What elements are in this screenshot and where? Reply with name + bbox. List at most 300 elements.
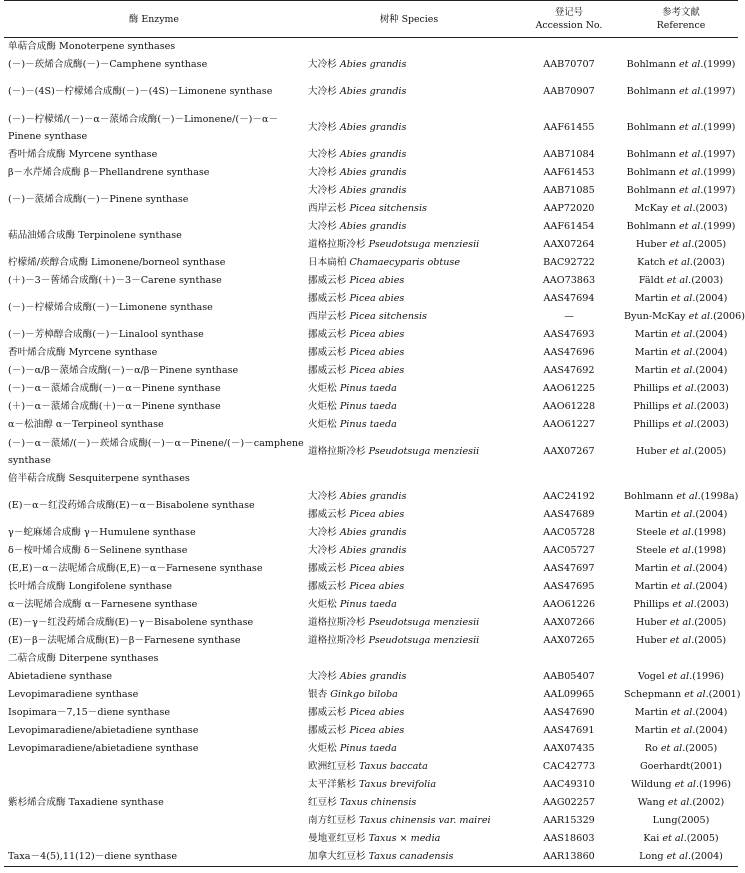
species-chinese-name: 挪威云杉 bbox=[308, 508, 347, 520]
accession-cell bbox=[514, 434, 624, 470]
reference-cell bbox=[624, 398, 738, 416]
table-row bbox=[4, 182, 738, 218]
species-entry bbox=[308, 578, 514, 596]
accession-number: AAC24192 bbox=[543, 490, 595, 502]
table-row bbox=[4, 578, 738, 596]
species-chinese-name: 曼地亚红豆杉 bbox=[308, 832, 366, 844]
accession-cell bbox=[514, 218, 624, 254]
species-entry bbox=[308, 758, 514, 776]
table-row bbox=[4, 758, 738, 776]
enzyme-name bbox=[4, 830, 304, 848]
reference-entry bbox=[624, 146, 738, 164]
accession-cell bbox=[514, 650, 624, 668]
reference-author: Goerhardt(2001) bbox=[639, 760, 723, 772]
reference-year: .(1998a) bbox=[697, 490, 739, 502]
species-cell bbox=[304, 524, 514, 542]
accession-cell bbox=[514, 344, 624, 362]
accession-number: AAR13860 bbox=[543, 850, 595, 862]
species-cell bbox=[304, 488, 514, 524]
enzyme-name: (－)－(4S)－柠檬烯合成酶(－)－(4S)－Limonene synthase bbox=[8, 86, 273, 97]
accession-cell bbox=[514, 776, 624, 794]
species-chinese-name: 挪威云杉 bbox=[308, 292, 347, 304]
reference-et-al: et al bbox=[666, 850, 688, 862]
accession-cell bbox=[514, 668, 624, 686]
reference-author: Long bbox=[639, 850, 664, 862]
reference-author: McKay bbox=[634, 202, 669, 214]
reference-entry bbox=[624, 362, 738, 380]
accession-number: AAX07266 bbox=[543, 616, 595, 628]
reference-cell bbox=[624, 776, 738, 794]
species-scientific-name: Abies grandis bbox=[339, 166, 407, 178]
reference-et-al: et al bbox=[669, 238, 692, 250]
reference-year: .(2006) bbox=[710, 310, 745, 322]
reference-entry bbox=[624, 830, 738, 848]
species-chinese-name: 大冷杉 bbox=[308, 220, 337, 232]
reference-entry bbox=[624, 542, 738, 560]
species-chinese-name: 道格拉斯冷杉 bbox=[308, 616, 366, 628]
reference-author: Bohlmann bbox=[626, 58, 676, 70]
reference-year: .(1996) bbox=[695, 778, 731, 790]
reference-cell bbox=[624, 182, 738, 218]
species-cell bbox=[304, 614, 514, 632]
table-row bbox=[4, 686, 738, 704]
header-reference bbox=[624, 1, 738, 38]
table-row bbox=[4, 848, 738, 867]
reference-cell bbox=[624, 794, 738, 812]
species-chinese-name: 火炬松 bbox=[308, 382, 337, 394]
table-row bbox=[4, 56, 738, 74]
table-row bbox=[4, 344, 738, 362]
reference-author: Martin bbox=[634, 364, 668, 376]
accession-cell bbox=[514, 632, 624, 650]
accession-number: AAS47690 bbox=[543, 706, 595, 718]
species-cell bbox=[304, 758, 514, 776]
reference-author: Martin bbox=[634, 724, 668, 736]
reference-year: .(1997) bbox=[700, 85, 736, 97]
species-cell bbox=[304, 56, 514, 74]
accession-cell bbox=[514, 722, 624, 740]
species-scientific-name: Pseudotsuga menziesii bbox=[368, 634, 480, 646]
species-entry bbox=[308, 254, 514, 272]
reference-author: Martin bbox=[634, 328, 668, 340]
accession-number: AAC49310 bbox=[543, 778, 595, 790]
species-cell bbox=[304, 74, 514, 110]
species-cell bbox=[304, 776, 514, 794]
species-scientific-name: Taxus chinensis bbox=[339, 796, 417, 808]
reference-year: .(2003) bbox=[693, 598, 729, 610]
reference-entry bbox=[624, 380, 738, 398]
reference-entry bbox=[624, 272, 738, 290]
table-row bbox=[4, 794, 738, 812]
species-entry bbox=[308, 668, 514, 686]
reference-cell bbox=[624, 614, 738, 632]
table-header bbox=[4, 1, 738, 38]
species-entry bbox=[308, 560, 514, 578]
species-cell bbox=[304, 272, 514, 290]
reference-year: .(2002) bbox=[689, 796, 725, 808]
enzyme-name: (＋)－α－蒎烯合成酶(＋)－α－Pinene synthase bbox=[8, 401, 221, 412]
accession-cell bbox=[514, 812, 624, 830]
reference-year: .(2005) bbox=[691, 445, 727, 457]
reference-et-al: et al bbox=[672, 418, 694, 430]
reference-year: .(2004) bbox=[692, 364, 728, 376]
enzyme-name: 紫杉烯合成酶 Taxadiene synthase bbox=[8, 797, 164, 808]
accession-cell bbox=[514, 758, 624, 776]
table-row bbox=[4, 542, 738, 560]
reference-cell bbox=[624, 740, 738, 758]
species-entry bbox=[308, 83, 514, 101]
species-cell bbox=[304, 668, 514, 686]
reference-et-al: et al bbox=[669, 526, 691, 538]
species-chinese-name: 挪威云杉 bbox=[308, 274, 347, 286]
species-chinese-name: 大冷杉 bbox=[308, 58, 337, 70]
reference-year: .(1999) bbox=[700, 121, 736, 133]
enzyme-name: (－)－柠檬烯/(－)－α－蒎烯合成酶(－)－Limonene/(－)－α－Pinene synthase bbox=[8, 113, 279, 142]
reference-author: Bohlmann bbox=[626, 148, 676, 160]
table-row bbox=[4, 614, 738, 632]
reference-year: .(2005) bbox=[691, 238, 727, 250]
reference-author: Bohlmann bbox=[624, 490, 674, 502]
reference-cell bbox=[624, 722, 738, 740]
species-scientific-name: Taxus baccata bbox=[359, 760, 428, 772]
reference-et-al: et al bbox=[670, 508, 693, 520]
species-entry bbox=[308, 443, 514, 461]
accession-cell bbox=[514, 848, 624, 867]
reference-author: Phillips bbox=[633, 382, 670, 394]
accession-number: AAB71085 bbox=[543, 184, 595, 196]
enzyme-name bbox=[4, 776, 304, 794]
species-chinese-name: 挪威云杉 bbox=[308, 562, 347, 574]
reference-entry bbox=[624, 740, 738, 758]
enzyme-name: (E)－γ－红没药烯合成酶(E)－γ－Bisabolene synthase bbox=[8, 617, 254, 628]
species-chinese-name: 火炬松 bbox=[308, 400, 337, 412]
reference-entry bbox=[624, 506, 738, 524]
species-cell bbox=[304, 38, 514, 56]
species-scientific-name: Picea abies bbox=[349, 508, 405, 520]
reference-year: .(2003) bbox=[693, 400, 729, 412]
reference-author: Steele bbox=[636, 544, 667, 556]
enzyme-name bbox=[4, 812, 304, 830]
species-cell bbox=[304, 578, 514, 596]
reference-cell bbox=[624, 38, 738, 56]
reference-entry bbox=[624, 443, 738, 461]
reference-author: Huber bbox=[635, 445, 667, 457]
reference-author: Bohlmann bbox=[626, 166, 676, 178]
reference-author: Martin bbox=[634, 292, 668, 304]
reference-cell bbox=[624, 164, 738, 182]
enzyme-name bbox=[4, 758, 304, 776]
species-chinese-name: 南方红豆杉 bbox=[308, 814, 356, 826]
species-entry bbox=[308, 524, 514, 542]
reference-et-al: et al bbox=[678, 148, 701, 160]
species-scientific-name: Taxus chinensis var. mairei bbox=[359, 814, 491, 826]
species-scientific-name: Abies grandis bbox=[339, 220, 407, 232]
reference-year: .(2004) bbox=[687, 850, 723, 862]
table-body bbox=[4, 38, 745, 867]
species-cell bbox=[304, 110, 514, 146]
enzyme-name: 萜品油烯合成酶 Terpinolene synthase bbox=[8, 230, 182, 241]
accession-number: AAS47696 bbox=[543, 346, 595, 358]
species-cell bbox=[304, 398, 514, 416]
accession-number: AAS47689 bbox=[543, 508, 595, 520]
table-row bbox=[4, 326, 738, 344]
accession-cell bbox=[514, 254, 624, 272]
reference-et-al: et al bbox=[671, 202, 693, 214]
reference-cell bbox=[624, 812, 738, 830]
species-scientific-name: Taxus canadensis bbox=[368, 850, 454, 862]
reference-entry bbox=[624, 398, 738, 416]
accession-cell bbox=[514, 830, 624, 848]
reference-entry bbox=[624, 290, 738, 308]
section-title: 倍半萜合成酶 Sesquiterpene synthases bbox=[8, 473, 190, 484]
reference-cell bbox=[624, 848, 738, 867]
accession-number: AAF61454 bbox=[543, 220, 595, 232]
table-row bbox=[4, 434, 738, 470]
reference-author: Huber bbox=[635, 634, 667, 646]
reference-et-al: et al bbox=[678, 85, 701, 97]
reference-cell bbox=[624, 254, 738, 272]
enzyme-name: β－水芹烯合成酶 β－Phellandrene synthase bbox=[8, 167, 210, 178]
species-chinese-name: 挪威云杉 bbox=[308, 706, 347, 718]
accession-cell bbox=[514, 38, 624, 56]
accession-number: AAB71084 bbox=[543, 148, 595, 160]
reference-et-al: et al bbox=[688, 310, 711, 322]
species-cell bbox=[304, 650, 514, 668]
species-cell bbox=[304, 326, 514, 344]
terpene-synthase-table bbox=[4, 0, 745, 867]
accession-cell bbox=[514, 794, 624, 812]
species-entry bbox=[308, 146, 514, 164]
reference-cell bbox=[624, 704, 738, 722]
reference-author: Huber bbox=[635, 616, 667, 628]
accession-cell bbox=[514, 398, 624, 416]
species-chinese-name: 银杏 bbox=[308, 688, 328, 700]
species-scientific-name: Abies grandis bbox=[339, 490, 407, 502]
species-scientific-name: Abies grandis bbox=[339, 58, 407, 70]
reference-cell bbox=[624, 686, 741, 704]
table-row bbox=[4, 74, 738, 110]
accession-number: AAS47692 bbox=[543, 364, 595, 376]
species-chinese-name: 火炬松 bbox=[308, 418, 337, 430]
species-scientific-name: Taxus × media bbox=[368, 832, 441, 844]
reference-et-al: et al bbox=[670, 328, 693, 340]
reference-entry bbox=[624, 236, 738, 254]
species-chinese-name: 挪威云杉 bbox=[308, 580, 347, 592]
reference-cell bbox=[624, 524, 738, 542]
species-entry bbox=[308, 416, 514, 434]
species-cell bbox=[304, 830, 514, 848]
reference-cell bbox=[624, 344, 738, 362]
accession-number: AAX07267 bbox=[543, 445, 595, 457]
species-chinese-name: 大冷杉 bbox=[308, 184, 337, 196]
reference-author: Phillips bbox=[633, 400, 670, 412]
section-row bbox=[4, 650, 738, 668]
accession-number: AAS18603 bbox=[543, 832, 595, 844]
accession-cell bbox=[514, 740, 624, 758]
enzyme-name: δ－桉叶烯合成酶 δ－Selinene synthase bbox=[8, 545, 188, 556]
reference-et-al: et al bbox=[678, 184, 701, 196]
enzyme-name: (＋)－3－蒈烯合成酶(＋)－3－Carene synthase bbox=[8, 275, 222, 286]
accession-cell bbox=[514, 362, 624, 380]
species-entry bbox=[308, 614, 514, 632]
reference-et-al: et al bbox=[684, 688, 706, 700]
reference-et-al: et al bbox=[670, 562, 693, 574]
reference-author: Lung(2005) bbox=[652, 814, 710, 826]
reference-author: Huber bbox=[635, 238, 667, 250]
reference-year: .(2003) bbox=[688, 274, 724, 286]
species-scientific-name: Picea abies bbox=[349, 724, 405, 736]
species-chinese-name: 大冷杉 bbox=[308, 166, 337, 178]
accession-number: AAS47691 bbox=[543, 724, 595, 736]
species-cell bbox=[304, 722, 514, 740]
reference-year: .(2004) bbox=[692, 706, 728, 718]
table-row bbox=[4, 704, 738, 722]
reference-cell bbox=[624, 578, 738, 596]
reference-year: .(1999) bbox=[700, 166, 736, 178]
reference-entry bbox=[624, 848, 738, 866]
species-entry bbox=[308, 794, 514, 812]
section-title: 二萜合成酶 Diterpene synthases bbox=[8, 653, 159, 664]
accession-cell bbox=[514, 542, 624, 560]
reference-year: .(2003) bbox=[689, 256, 725, 268]
reference-et-al: et al bbox=[672, 598, 694, 610]
accession-number: AAO61227 bbox=[542, 418, 596, 430]
reference-et-al: et al bbox=[660, 742, 683, 754]
reference-entry bbox=[624, 596, 738, 614]
species-entry bbox=[308, 290, 514, 308]
enzyme-name: Taxa－4(5),11(12)－diene synthase bbox=[4, 848, 304, 867]
header-species: 树种 Species bbox=[304, 1, 514, 38]
reference-author: Byun-McKay bbox=[624, 310, 686, 322]
accession-number: AAX07264 bbox=[543, 238, 595, 250]
species-chinese-name: 火炬松 bbox=[308, 598, 337, 610]
table-row bbox=[4, 524, 738, 542]
accession-cell bbox=[514, 326, 624, 344]
accession-number: CAC42773 bbox=[542, 760, 596, 772]
header-reference-cn: 参考文献 bbox=[662, 7, 700, 18]
accession-cell bbox=[514, 488, 624, 524]
enzyme-name: α－法呢烯合成酶 α－Farnesene synthase bbox=[8, 599, 198, 610]
reference-entry bbox=[624, 614, 738, 632]
accession-number: AAF61453 bbox=[543, 166, 595, 178]
species-entry bbox=[308, 308, 514, 326]
reference-et-al: et al bbox=[669, 634, 692, 646]
accession-cell bbox=[514, 74, 624, 110]
species-cell bbox=[304, 434, 514, 470]
species-entry bbox=[308, 632, 514, 650]
species-chinese-name: 挪威云杉 bbox=[308, 346, 347, 358]
reference-author: Martin bbox=[634, 580, 668, 592]
reference-author: Schepmann bbox=[624, 688, 682, 700]
accession-cell bbox=[514, 470, 624, 488]
reference-cell bbox=[624, 290, 745, 326]
species-cell bbox=[304, 380, 514, 398]
accession-cell bbox=[514, 578, 624, 596]
table-row bbox=[4, 416, 738, 434]
species-chinese-name: 道格拉斯冷杉 bbox=[308, 445, 366, 457]
accession-cell bbox=[514, 416, 624, 434]
reference-author: Martin bbox=[634, 706, 668, 718]
reference-entry bbox=[624, 488, 738, 506]
reference-year: .(2004) bbox=[692, 292, 728, 304]
species-cell bbox=[304, 290, 514, 326]
accession-number: AAP72020 bbox=[543, 202, 595, 214]
section-row bbox=[4, 470, 738, 488]
species-scientific-name: Pseudotsuga menziesii bbox=[368, 445, 480, 457]
reference-et-al: et al bbox=[676, 490, 698, 502]
species-scientific-name: Picea sitchensis bbox=[349, 202, 427, 214]
species-entry bbox=[308, 488, 514, 506]
reference-cell bbox=[624, 488, 738, 524]
reference-et-al: et al bbox=[672, 400, 694, 412]
species-chinese-name: 火炬松 bbox=[308, 742, 337, 754]
accession-cell bbox=[514, 524, 624, 542]
reference-author: Bohlmann bbox=[626, 184, 676, 196]
enzyme-name: γ－蛇麻烯合成酶 γ－Humulene synthase bbox=[8, 527, 196, 538]
reference-cell bbox=[624, 218, 738, 254]
species-chinese-name: 欧洲红豆杉 bbox=[308, 760, 356, 772]
species-chinese-name: 大冷杉 bbox=[308, 148, 337, 160]
reference-entry bbox=[624, 560, 738, 578]
table-row bbox=[4, 722, 738, 740]
reference-et-al: et al bbox=[670, 706, 693, 718]
reference-cell bbox=[624, 542, 738, 560]
species-cell bbox=[304, 794, 514, 812]
reference-year: .(2003) bbox=[693, 418, 729, 430]
species-entry bbox=[308, 848, 514, 866]
species-scientific-name: Pseudotsuga menziesii bbox=[368, 616, 480, 628]
table-row bbox=[4, 290, 738, 326]
reference-year: .(2004) bbox=[692, 580, 728, 592]
enzyme-name: Isopimara－7,15－diene synthase bbox=[8, 707, 171, 718]
species-scientific-name: Pinus taeda bbox=[339, 598, 397, 610]
accession-cell bbox=[514, 56, 624, 74]
reference-entry bbox=[624, 200, 738, 218]
species-scientific-name: Picea abies bbox=[349, 364, 405, 376]
species-chinese-name: 红豆杉 bbox=[308, 796, 337, 808]
species-chinese-name: 加拿大红豆杉 bbox=[308, 850, 366, 862]
reference-author: Bohlmann bbox=[626, 121, 676, 133]
accession-number: AAB70907 bbox=[543, 85, 595, 97]
species-entry bbox=[308, 812, 514, 830]
reference-et-al: et al bbox=[670, 724, 693, 736]
reference-entry bbox=[624, 182, 738, 200]
species-cell bbox=[304, 596, 514, 614]
table-row bbox=[4, 560, 738, 578]
accession-cell bbox=[514, 182, 624, 218]
species-cell bbox=[304, 560, 514, 578]
species-scientific-name: Picea abies bbox=[349, 706, 405, 718]
reference-year: .(1997) bbox=[700, 184, 736, 196]
species-cell bbox=[304, 362, 514, 380]
reference-et-al: et al bbox=[670, 364, 693, 376]
reference-cell bbox=[624, 758, 738, 776]
reference-cell bbox=[624, 668, 738, 686]
species-chinese-name: 大冷杉 bbox=[308, 85, 337, 97]
enzyme-name: (－)－柠檬烯合成酶(－)－Limonene synthase bbox=[8, 302, 213, 313]
reference-author: Bohlmann bbox=[626, 220, 676, 232]
reference-entry bbox=[624, 722, 738, 740]
species-entry bbox=[308, 596, 514, 614]
reference-entry bbox=[624, 164, 738, 182]
table-row bbox=[4, 488, 738, 524]
species-cell bbox=[304, 182, 514, 218]
reference-entry bbox=[624, 686, 741, 704]
species-chinese-name: 大冷杉 bbox=[308, 490, 337, 502]
species-cell bbox=[304, 146, 514, 164]
reference-et-al: et al bbox=[670, 292, 693, 304]
species-scientific-name: Ginkgo biloba bbox=[330, 688, 398, 700]
